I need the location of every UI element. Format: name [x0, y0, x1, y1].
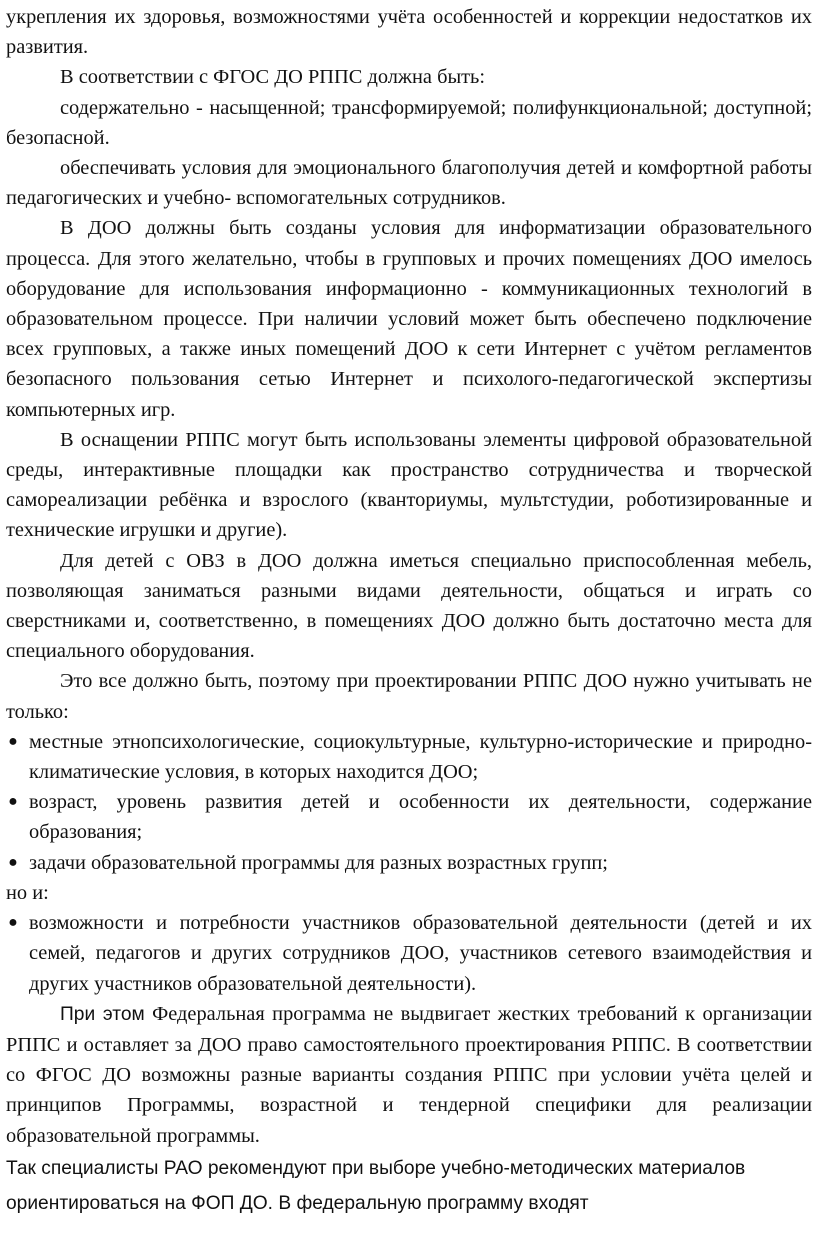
- list-item-text: местные этнопсихологические, социокультурные, культурно-исторические и природно-климатические условия, в которых находится ДОО;: [29, 730, 812, 784]
- document-page: [0, 2, 816, 1249]
- bullet-dot-icon: ●: [8, 914, 18, 932]
- paragraph-rao: Так специалисты РАО рекомендуют при выборе учебно-методических материалов ориентироваться на ФОП ДО. В федеральную программу входят: [6, 1157, 746, 1214]
- paragraph-consider: Это все должно быть, поэтому при проектировании РППС ДОО нужно учитывать не только:: [6, 670, 812, 723]
- paragraph-digital: В оснащении РППС могут быть использованы элементы цифровой образовательной среды, интерактивные площадки как пространство сотрудничества и творческой самореализации ребёнка и взрослого (кванториумы, мультстудии, роботизированные и технические игрушки и другие).: [6, 428, 812, 542]
- list-but-also: [6, 908, 812, 999]
- list-item-text: возможности и потребности участников образовательной деятельности (детей и их семей, педагогов и других сотрудников ДОО, участников сетевого взаимодействия и других участников образовательной деятельности).: [29, 912, 812, 995]
- paragraph-fgos: В соответствии с ФГОС ДО РППС должна быть:: [60, 66, 486, 89]
- list-item: [6, 727, 812, 787]
- federal-lead-text: При этом: [60, 1003, 145, 1025]
- paragraph-intro: укрепления их здоровья, возможностями учёта особенностей и коррекции недостатков их развития.: [6, 6, 812, 59]
- bullet-dot-icon: ●: [8, 853, 18, 871]
- paragraph-properties: содержательно - насыщенной; трансформируемой; полифункциональной; доступной; безопасной.: [6, 96, 812, 149]
- federal-rest-text: Федеральная программа не выдвигает жестких требований к организации РППС и оставляет за ДОО право самостоятельного проектирования РППС. В соответствии со ФГОС ДО возможны разные варианты создания РППС при условии учёта целей и принципов Программы, возрастной и тендерной специфики для реализации образовательной программы.: [6, 1002, 812, 1147]
- list-item: [6, 908, 812, 999]
- list-item: [6, 787, 812, 847]
- list-item-text: задачи образовательной программы для разных возрастных групп;: [29, 851, 608, 874]
- paragraph-informatization: В ДОО должны быть созданы условия для информатизации образовательного процесса. Для этого желательно, чтобы в групповых и прочих помещениях ДОО имелось оборудование для использования информационно - коммуникационных технологий в образовательном процессе. При наличии условий может быть обеспечено подключение всех групповых, а также иных помещений ДОО к сети Интернет с учётом регламентов безопасного пользования сетью Интернет и психолого-педагогической экспертизы компьютерных игр.: [6, 217, 812, 421]
- bullet-dot-icon: ●: [8, 732, 18, 750]
- paragraph-provide: обеспечивать условия для эмоционального благополучия детей и комфортной работы педагогических и учебно- вспомогательных сотрудников.: [6, 157, 812, 210]
- bullet-dot-icon: ●: [8, 793, 18, 811]
- paragraph-federal: [6, 999, 812, 1151]
- list-not-only: [6, 727, 812, 878]
- paragraph-ovz: Для детей с ОВЗ в ДОО должна иметься специально приспособленная мебель, позволяющая заниматься разными видами деятельности, общаться и играть со сверстниками и, соответственно, в помещениях ДОО должно быть достаточно места для специального оборудования.: [6, 549, 812, 663]
- list-item: [6, 848, 812, 878]
- but-also-label: но и:: [6, 881, 49, 904]
- list-item-text: возраст, уровень развития детей и особенности их деятельности, содержание образования;: [29, 791, 812, 844]
